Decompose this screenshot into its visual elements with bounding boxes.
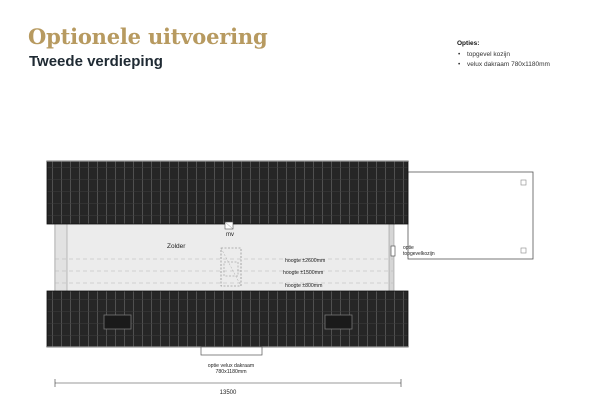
roof-bottom	[47, 291, 408, 347]
page-subtitle: Tweede verdieping	[29, 53, 163, 70]
page-title: Optionele uitvoering	[28, 24, 268, 49]
wall-left	[55, 222, 67, 292]
option-item-topgevel: • topgevel kozijn	[457, 50, 550, 61]
height-label-2600: hoogte ±2600mm	[285, 258, 326, 264]
roof-window	[104, 315, 131, 329]
option-velux-label-line2: 780x1180mm	[215, 369, 247, 375]
optional-velux-outline	[201, 347, 262, 355]
option-topgevel-label-line1: optie	[403, 245, 414, 251]
option-item-velux: • velux dakraam 780x1180mm	[457, 60, 550, 71]
attic-floor	[55, 222, 393, 292]
wall-right	[389, 222, 394, 292]
topgevel-kozijn-marker	[391, 246, 395, 256]
roof-top	[47, 161, 408, 224]
option-topgevel-label-line2: topgevelkozijn	[403, 251, 435, 257]
roof-window	[325, 315, 352, 329]
dimension-label: 13500	[219, 390, 237, 396]
height-label-1500: hoogte ±1500mm	[283, 270, 324, 276]
mv-label: mv	[226, 232, 234, 238]
height-label-800: hoogte ±800mm	[285, 283, 323, 289]
option-velux-label-line1: optie velux dakraam	[207, 363, 255, 369]
options-heading: Opties:	[457, 40, 480, 47]
room-label: Zolder	[167, 243, 186, 250]
side-extension	[408, 172, 533, 259]
